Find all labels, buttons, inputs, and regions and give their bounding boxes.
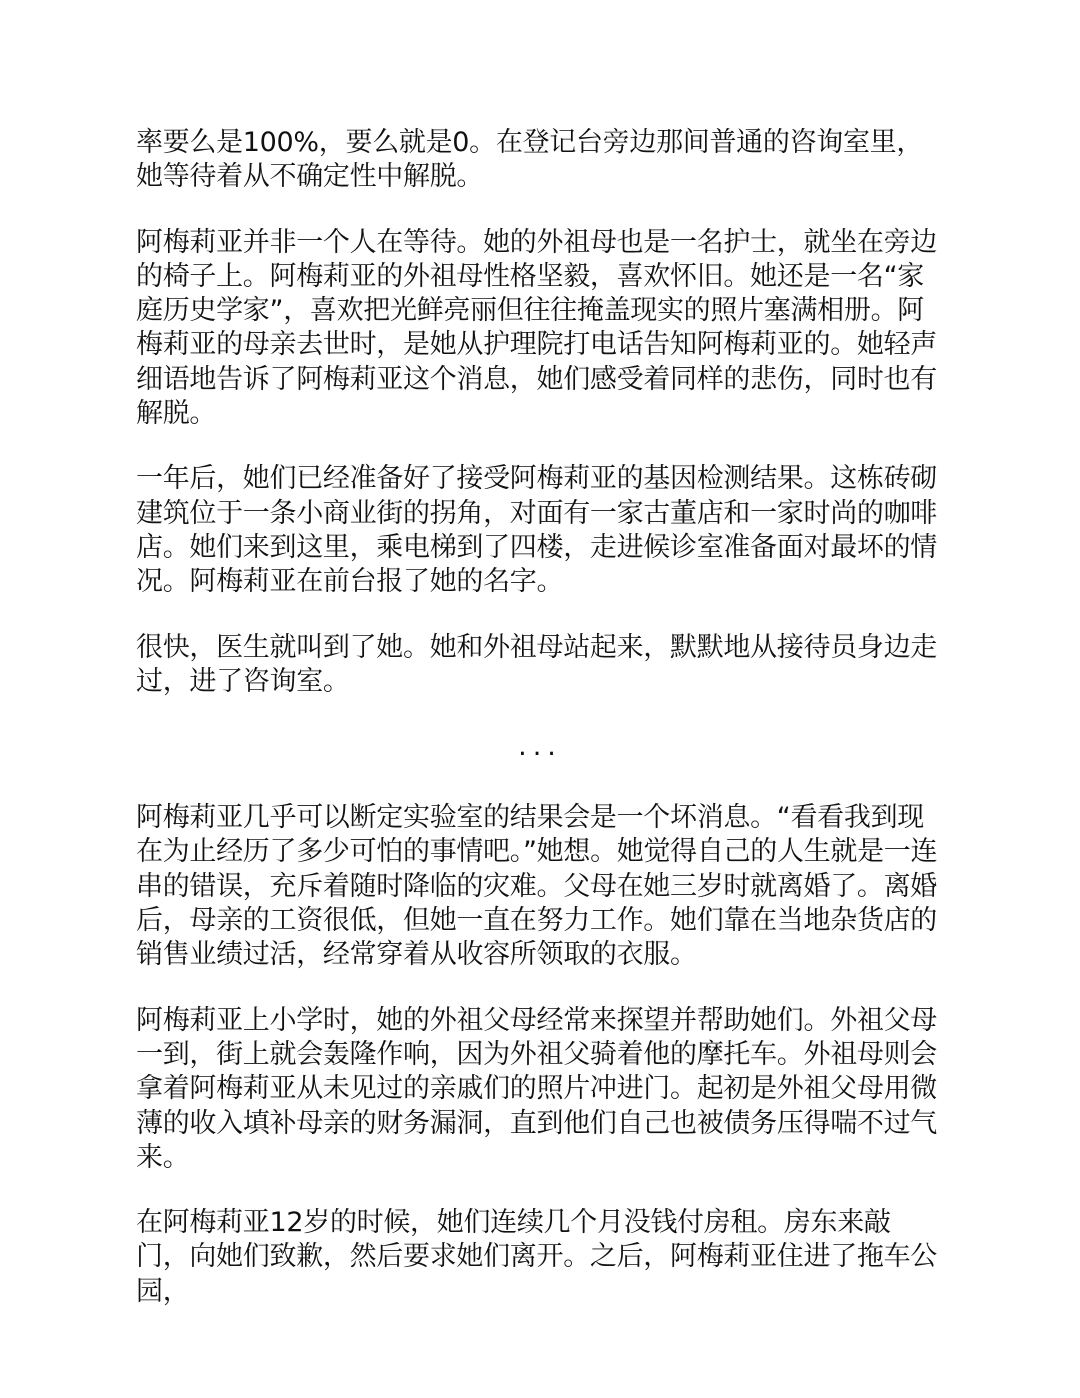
paragraph-4: 很快，医生就叫到了她。她和外祖母站起来，默默地从接待员身边走过，进了咨询室。 bbox=[136, 631, 937, 697]
section-separator: ... bbox=[518, 731, 562, 763]
document-page bbox=[136, 126, 944, 1309]
paragraph-6: 阿梅莉亚上小学时，她的外祖父母经常来探望并帮助她们。外祖父母一到，街上就会轰隆作响，因为外祖父骑着他的摩托车。外祖母则会拿着阿梅莉亚从未见过的亲戚们的照片冲进门。起初是外祖父母用微薄的收入填补母亲的财务漏洞，直到他们自己也被债务压得喘不过气来。 bbox=[136, 1004, 937, 1173]
paragraph-5: 阿梅莉亚几乎可以断定实验室的结果会是一个坏消息。“看看我到现在为止经历了多少可怕的事情吧。”她想。她觉得自己的人生就是一连串的错误，充斥着随时降临的灾难。父母在她三岁时就离婚了。离婚后，母亲的工资很低，但她一直在努力工作。她们靠在当地杂货店的销售业绩过活，经常穿着从收容所领取的衣服。 bbox=[136, 802, 938, 971]
paragraph-2: 阿梅莉亚并非一个人在等待。她的外祖母也是一名护士，就坐在旁边的椅子上。阿梅莉亚的外祖母性格坚毅，喜欢怀旧。她还是一名“家庭历史学家”，喜欢把光鲜亮丽但往往掩盖现实的照片塞满相册。阿梅莉亚的母亲去世时，是她从护理院打电话告知阿梅莉亚的。她轻声细语地告诉了阿梅莉亚这个消息，她们感受着同样的悲伤，同时也有解脱。 bbox=[136, 226, 937, 430]
paragraph-7: 在阿梅莉亚12岁的时候，她们连续几个月没钱付房租。房东来敲门，向她们致歉，然后要求她们离开。之后，阿梅莉亚住进了拖车公园， bbox=[136, 1207, 937, 1307]
paragraph-1: 率要么是100%，要么就是0。在登记台旁边那间普通的咨询室里，她等待着从不确定性中解脱。 bbox=[136, 127, 924, 193]
paragraph-3: 一年后，她们已经准备好了接受阿梅莉亚的基因检测结果。这栋砖砌建筑位于一条小商业街的拐角，对面有一家古董店和一家时尚的咖啡店。她们来到这里，乘电梯到了四楼，走进候诊室准备面对最坏的情况。阿梅莉亚在前台报了她的名字。 bbox=[136, 463, 937, 598]
